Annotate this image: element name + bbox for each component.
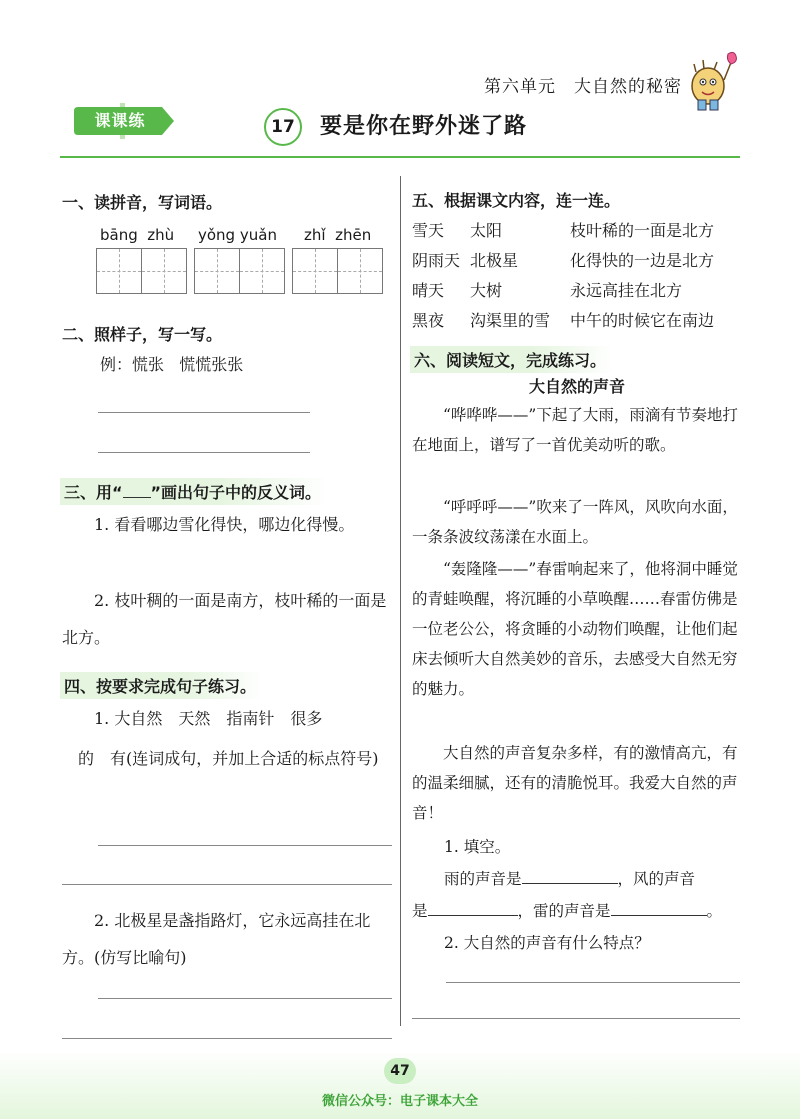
answer-line[interactable] [446, 982, 740, 983]
match-item[interactable]: 永远高挂在北方 [570, 281, 683, 300]
answer-line[interactable] [62, 884, 392, 885]
fill-text: 是 [412, 902, 428, 920]
pinyin-syllable: zhù [147, 226, 175, 244]
section-5-title: 五、根据课文内容，连一连。 [412, 191, 621, 210]
match-col-weather [412, 216, 460, 336]
writing-box[interactable] [194, 248, 240, 294]
match-item[interactable]: 枝叶稀的一面是北方 [570, 221, 715, 240]
writing-box[interactable] [239, 248, 285, 294]
fill-blank-line-1 [444, 864, 695, 894]
match-col-clue [570, 216, 714, 336]
match-item[interactable]: 太阳 [470, 221, 503, 240]
section-3-title-start: 三、用“ [64, 483, 123, 502]
match-item[interactable]: 北极星 [470, 251, 519, 270]
pinyin-syllable: zhēn [335, 226, 372, 244]
pinyin-syllable: yǒng [198, 226, 236, 244]
passage-paragraph-3: “轰隆隆——”春雷响起来了，他将洞中睡觉的青蛙唤醒，将沉睡的小草唤醒……春雷仿佛是一位老公公，将贪睡的小动物们唤醒，让他们起床去倾听大自然美妙的音乐，去感受大自然无穷的魅力。 [412, 560, 738, 698]
section-3-title-end: ”画出句子中的反义词。 [150, 483, 322, 502]
badge-label: 课课练 [94, 111, 146, 130]
unit-header [484, 72, 682, 97]
answer-line[interactable] [98, 412, 310, 413]
pinyin-syllable: zhǐ [304, 226, 326, 244]
badge [74, 103, 178, 139]
section-2-title: 二、照样子，写一写。 [62, 325, 223, 344]
passage-paragraph-4: 大自然的声音复杂多样，有的激情高亢，有的温柔细腻，还有的清脆悦耳。我爱大自然的声音！ [412, 744, 738, 822]
section-4-title: 四、按要求完成句子练习。 [60, 672, 264, 699]
section-1-title: 一、读拼音，写词语。 [62, 193, 223, 212]
fill-text: 。 [706, 902, 723, 920]
header-divider [60, 156, 740, 158]
s3-question-1: 1. 看看哪边雪化得快，哪边化得慢。 [94, 515, 355, 534]
s4-q1-words: 1. 大自然 天然 指南针 很多 [94, 709, 323, 728]
match-item[interactable]: 大树 [470, 281, 503, 300]
fill-blank-line-2 [412, 896, 722, 926]
answer-line[interactable] [98, 452, 310, 453]
example-label: 例：慌张 [100, 355, 165, 374]
pinyin-zhizhen [304, 226, 371, 244]
footer-note: 微信公众号：电子课本大全 [321, 1094, 478, 1109]
match-item[interactable]: 阴雨天 [412, 251, 461, 270]
match-item[interactable]: 晴天 [412, 281, 445, 300]
match-item[interactable]: 中午的时候它在南边 [570, 311, 715, 330]
pinyin-syllable: bāng [100, 226, 138, 244]
fill-blank[interactable] [428, 897, 518, 916]
lesson-number: 17 [264, 108, 302, 146]
pinyin-yongyuan [198, 226, 277, 244]
pinyin-syllable: yuǎn [239, 226, 277, 244]
writing-box[interactable] [292, 248, 338, 294]
pinyin-bangzhu [100, 226, 174, 244]
example-line [100, 352, 243, 375]
unit-title: 大自然的秘密 [574, 77, 682, 97]
fill-text: ，雷的声音是 [517, 902, 611, 920]
lesson-title: 要是你在野外迷了路 [320, 113, 528, 139]
section-6-title: 六、阅读短文，完成练习。 [410, 346, 614, 373]
match-item[interactable]: 沟渠里的雪 [470, 311, 551, 330]
page-number: 47 [384, 1058, 416, 1084]
answer-line[interactable] [412, 1018, 740, 1019]
section-3-title [60, 478, 329, 505]
underline-symbol [123, 483, 151, 498]
answer-line[interactable] [62, 1038, 392, 1039]
fill-blank[interactable] [522, 865, 618, 884]
unit-label: 第六单元 [484, 77, 556, 97]
match-item[interactable]: 雪天 [412, 221, 445, 240]
s6-question-2: 2. 大自然的声音有什么特点？ [444, 934, 650, 952]
match-item[interactable]: 黑夜 [412, 311, 445, 330]
fill-blank[interactable] [611, 897, 707, 916]
match-col-object [470, 216, 550, 336]
writing-box[interactable] [337, 248, 383, 294]
writing-box[interactable] [141, 248, 187, 294]
s4-q1-instructions: 的 有(连词成句，并加上合适的标点符号) [78, 749, 379, 768]
passage-paragraph-2: “呼呼呼——”吹来了一阵风，风吹向水面，一条条波纹荡漾在水面上。 [412, 498, 738, 546]
passage-title: 大自然的声音 [528, 377, 625, 396]
s6-question-1: 1. 填空。 [444, 838, 511, 856]
example-answer: 慌慌张张 [179, 355, 244, 374]
mascot-icon [684, 50, 742, 112]
match-item[interactable]: 化得快的一边是北方 [570, 251, 715, 270]
column-divider [400, 176, 401, 1026]
answer-line[interactable] [98, 998, 392, 999]
s3-question-2: 2. 枝叶稠的一面是南方，枝叶稀的一面是北方。 [62, 591, 387, 647]
answer-line[interactable] [98, 845, 392, 846]
s4-question-2: 2. 北极星是盏指路灯，它永远高挂在北方。(仿写比喻句) [62, 911, 371, 967]
fill-text: 雨的声音是 [444, 870, 522, 888]
fill-text: ，风的声音 [617, 870, 696, 888]
writing-box[interactable] [96, 248, 142, 294]
passage-paragraph-1: “哗哗哗——”下起了大雨，雨滴有节奏地打在地面上，谱写了一首优美动听的歌。 [412, 406, 738, 454]
